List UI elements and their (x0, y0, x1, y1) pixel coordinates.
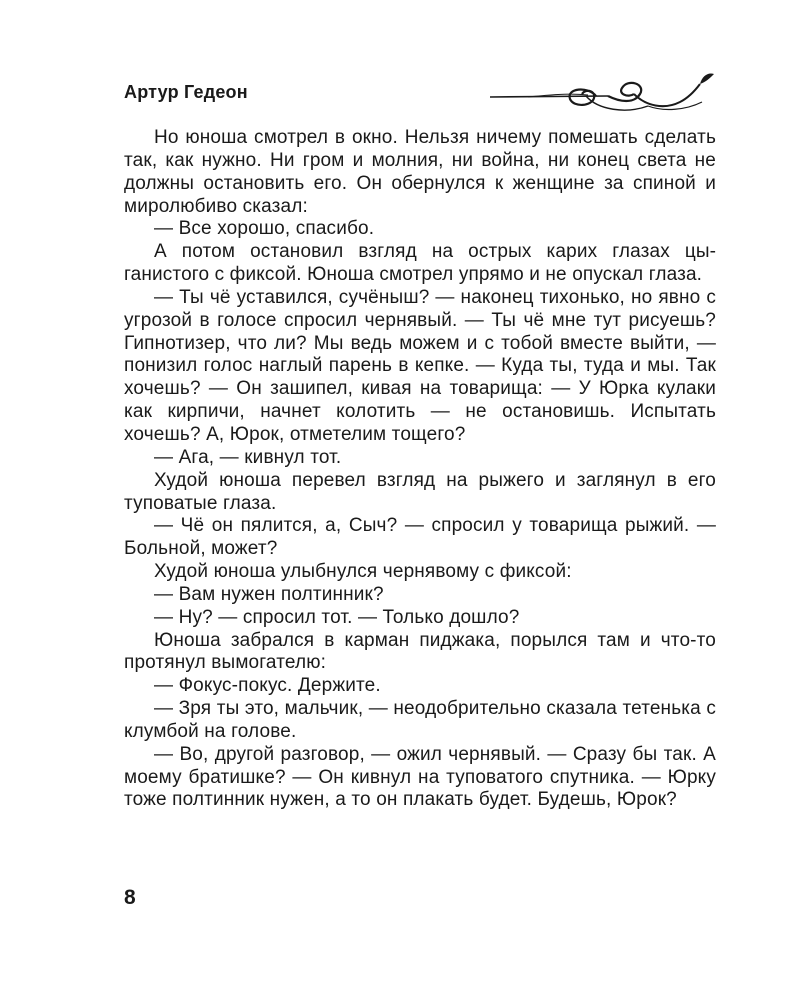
paragraph: — Во, другой разговор, — ожил чернявый. — Сразу бы так. А моему братишке? — Он кивнул на туповатого спутника. — Юрку тоже полтинник нужен, а то он плакать будет. Будешь, Юрок? (124, 743, 716, 811)
paragraph: — Чё он пялится, а, Сыч? — спросил у товарища рыжий. — Больной, может? (124, 515, 716, 560)
paragraph: — Ну? — спросил тот. — Только дошло? (154, 606, 520, 628)
author-name: Артур Гедеон (124, 82, 248, 102)
paragraph: Но юноша смотрел в окно. Нельзя ничему помешать сделать так, как нужно. Ни гром и молния, ни война, ни конец света не должны остановить его. Он обернулся к женщине за спиной и миролюбиво сказал: (124, 127, 716, 217)
paragraph: А потом остановил взгляд на острых карих глазах цыганистого с фиксой. Юноша смотрел упрямо и не опускал глаза. (124, 241, 716, 286)
paragraph: Юноша забрался в карман пиджака, порылся там и что-то протянул вымогателю: (124, 629, 716, 674)
paragraph: — Зря ты это, мальчик, — неодобрительно сказала тетенька с клумбой на голове. (124, 698, 716, 742)
paragraph: — Все хорошо, спасибо. (154, 218, 375, 240)
paragraph: Худой юноша перевел взгляд на рыжего и заглянул в его туповатые глаза. (124, 469, 716, 514)
running-header (124, 78, 720, 118)
paragraph: Худой юноша улыбнулся чернявому с фиксой: (154, 561, 572, 583)
chapter-body (124, 127, 716, 812)
flourish-ornament-icon (488, 66, 718, 116)
paragraph: — Ага, — кивнул тот. (154, 446, 342, 468)
paragraph: — Фокус-покус. Держите. (154, 675, 381, 697)
page-number: 8 (124, 886, 136, 909)
paragraph: — Ты чё уставился, сучёныш? — наконец тихонько, но явно с угрозой в голосе спросил чернявый. — Ты чё мне тут рисуешь? Гипнотизер, что ли? Мы ведь можем и с тобой вместе выйти, — понизил голос наглый парень в кепке. — Куда ты, туда и мы. Так хочешь? — Он зашипел, кивая на товарища: — У Юрка кулаки как кирпичи, начнет колотить — не остановишь. Испытать хочешь? А, Юрок, отметелим тощего? (124, 286, 716, 445)
paragraph: — Вам нужен полтинник? (154, 583, 384, 605)
